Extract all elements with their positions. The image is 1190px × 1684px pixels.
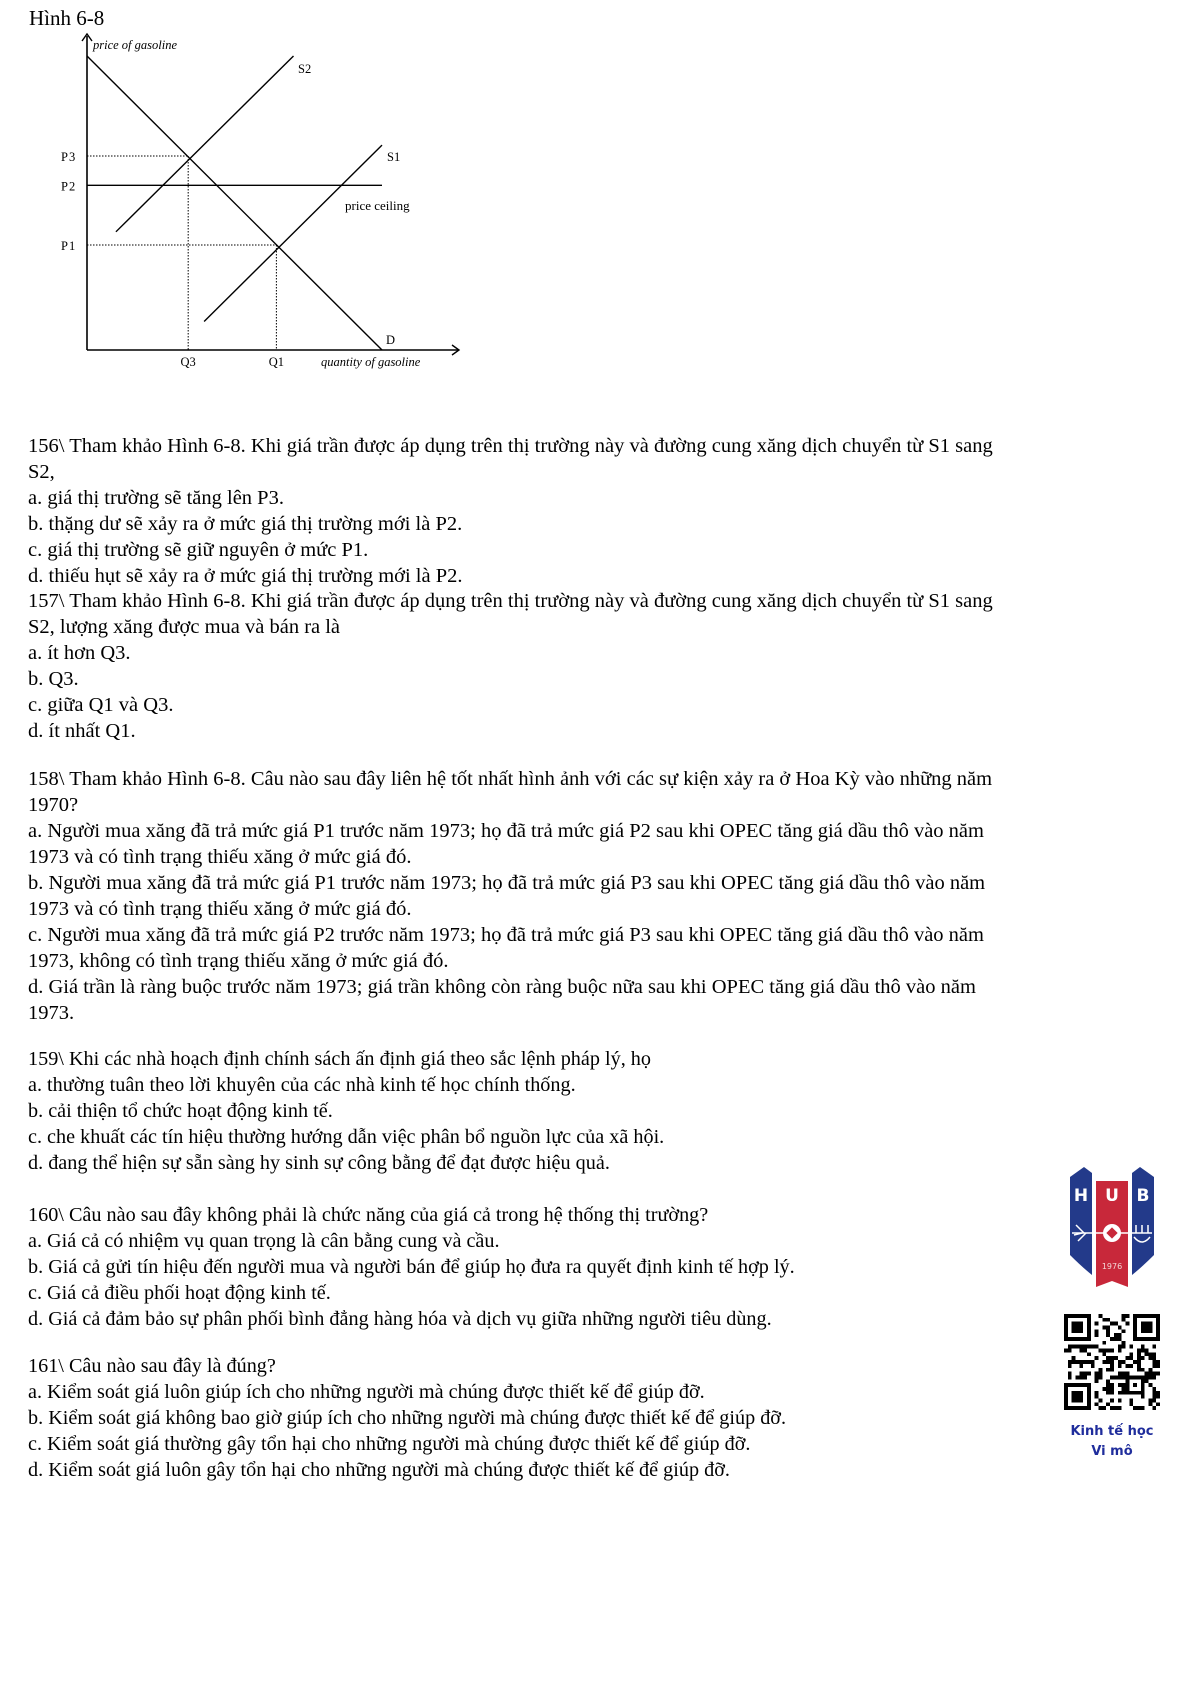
- curve-s2: [116, 56, 294, 232]
- answer-option[interactable]: a. ít hơn Q3.: [28, 642, 131, 664]
- x-tick-label-q3: Q3: [180, 355, 196, 369]
- question-stem-line: 158\ Tham khảo Hình 6-8. Câu nào sau đây liên hệ tốt nhất hình ảnh với các sự kiện xảy ra ở Hoa Kỳ vào những năm: [28, 768, 993, 790]
- answer-option[interactable]: c. che khuất các tín hiệu thường hướng dẫn việc phân bổ nguồn lực của xã hội.: [28, 1126, 665, 1148]
- y-tick-label-p2: P2: [61, 179, 77, 194]
- answer-option[interactable]: 1973 và có tình trạng thiếu xăng ở mức giá đó.: [28, 898, 412, 920]
- logo-letter-h: H: [1073, 1186, 1089, 1206]
- question-158: [28, 766, 1163, 1026]
- x-axis-label: quantity of gasoline: [321, 355, 421, 369]
- logo-left-stripe: [1070, 1167, 1092, 1275]
- answer-option[interactable]: d. Giá cả đảm bảo sự phân phối bình đẳng hàng hóa và dịch vụ giữa những người tiêu dùng.: [28, 1308, 772, 1330]
- curves: [87, 56, 382, 350]
- answer-option[interactable]: 1973 và có tình trạng thiếu xăng ở mức giá đó.: [28, 846, 412, 868]
- qr-caption-line1: Kinh tế học: [1070, 1424, 1154, 1439]
- question-stem-line: 1970?: [28, 794, 79, 816]
- answer-option[interactable]: b. Người mua xăng đã trả mức giá P1 trước năm 1973; họ đã trả mức giá P3 sau khi OPEC tăng giá dầu thô vào năm: [28, 872, 986, 894]
- answer-option[interactable]: b. Kiểm soát giá không bao giờ giúp ích cho những người mà chúng được thiết kế để giúp đỡ.: [28, 1407, 787, 1429]
- question-stem-line: S2, lượng xăng được mua và bán ra là: [28, 616, 341, 638]
- answer-option[interactable]: d. thiếu hụt sẽ xảy ra ở mức giá thị trường mới là P2.: [28, 565, 463, 587]
- curve-label-s1: S1: [387, 150, 401, 164]
- answer-option[interactable]: d. đang thể hiện sự sẵn sàng hy sinh sự công bằng để đạt được hiệu quả.: [28, 1152, 610, 1174]
- y-tick-label-p3: P3: [61, 149, 77, 164]
- supply-demand-figure: [0, 0, 470, 375]
- answer-option[interactable]: a. Giá cả có nhiệm vụ quan trọng là cân bằng cung và cầu.: [28, 1230, 500, 1252]
- axes: [82, 34, 459, 355]
- y-tick-label-p1: P1: [61, 239, 77, 254]
- question-stem-line: 161\ Câu nào sau đây là đúng?: [28, 1355, 276, 1377]
- question-156: [28, 433, 1163, 589]
- answer-option[interactable]: a. giá thị trường sẽ tăng lên P3.: [28, 487, 284, 509]
- curve-s1: [204, 145, 382, 321]
- answer-option[interactable]: 1973, không có tình trạng thiếu xăng ở mức giá đó.: [28, 950, 449, 972]
- answer-option[interactable]: d. ít nhất Q1.: [28, 720, 136, 742]
- hub-logo: [1064, 1163, 1160, 1289]
- logo-letter-u: U: [1105, 1186, 1119, 1206]
- answer-option[interactable]: a. thường tuân theo lời khuyên của các nhà kinh tế học chính thống.: [28, 1074, 576, 1096]
- curve-label-s2: S2: [298, 62, 312, 76]
- qr-caption-line2: Vi mô: [1091, 1444, 1133, 1459]
- answer-option[interactable]: d. Kiểm soát giá luôn gây tổn hại cho những người mà chúng được thiết kế để giúp đỡ.: [28, 1459, 730, 1481]
- answer-option[interactable]: b. Q3.: [28, 668, 79, 690]
- question-157: [28, 588, 1163, 744]
- question-stem-line: 159\ Khi các nhà hoạch định chính sách ấn định giá theo sắc lệnh pháp lý, họ: [28, 1048, 651, 1070]
- curve-label-d: D: [386, 333, 396, 347]
- curve-label-price-ceiling: price ceiling: [345, 198, 410, 213]
- question-stem-line: 160\ Câu nào sau đây không phải là chức năng của giá cả trong hệ thống thị trường?: [28, 1204, 709, 1226]
- answer-option[interactable]: d. Giá trần là ràng buộc trước năm 1973; giá trần không còn ràng buộc nữa sau khi OPEC tăng giá dầu thô vào năm: [28, 976, 976, 998]
- question-stem-line: S2,: [28, 461, 55, 483]
- question-stem-line: 157\ Tham khảo Hình 6-8. Khi giá trần được áp dụng trên thị trường này và đường cung xăng dịch chuyển từ S1 sang: [28, 590, 993, 612]
- labels: [61, 38, 421, 369]
- answer-option[interactable]: c. Người mua xăng đã trả mức giá P2 trước năm 1973; họ đã trả mức giá P3 sau khi OPEC tăng giá dầu thô vào năm: [28, 924, 984, 946]
- answer-option[interactable]: c. giá thị trường sẽ giữ nguyên ở mức P1.: [28, 539, 369, 561]
- question-161: [28, 1353, 1163, 1483]
- y-axis-label: price of gasoline: [93, 38, 178, 52]
- x-tick-label-q1: Q1: [268, 355, 285, 369]
- logo-letter-b: B: [1136, 1186, 1150, 1206]
- answer-option[interactable]: b. cải thiện tổ chức hoạt động kinh tế.: [28, 1100, 333, 1122]
- answer-option[interactable]: a. Người mua xăng đã trả mức giá P1 trước năm 1973; họ đã trả mức giá P2 sau khi OPEC tăng giá dầu thô vào năm: [28, 820, 984, 842]
- question-159: [28, 1046, 1163, 1176]
- question-160: [28, 1202, 1163, 1332]
- logo-year: 1976: [1101, 1262, 1123, 1271]
- answer-option[interactable]: b. Giá cả gửi tín hiệu đến người mua và người bán để giúp họ đưa ra quyết định kinh tế hợp lý.: [28, 1256, 795, 1278]
- qr-code[interactable]: [1064, 1314, 1160, 1410]
- curve-d: [87, 56, 382, 350]
- answer-option[interactable]: c. Giá cả điều phối hoạt động kinh tế.: [28, 1282, 331, 1304]
- figure-title: Hình 6-8: [29, 6, 105, 30]
- logo-right-stripe: [1132, 1167, 1154, 1275]
- answer-option[interactable]: b. thặng dư sẽ xảy ra ở mức giá thị trường mới là P2.: [28, 513, 463, 535]
- answer-option[interactable]: c. Kiểm soát giá thường gây tổn hại cho những người mà chúng được thiết kế để giúp đỡ.: [28, 1433, 751, 1455]
- answer-option[interactable]: 1973.: [28, 1002, 75, 1024]
- answer-option[interactable]: c. giữa Q1 và Q3.: [28, 694, 174, 716]
- question-stem-line: 156\ Tham khảo Hình 6-8. Khi giá trần được áp dụng trên thị trường này và đường cung xăng dịch chuyển từ S1 sang: [28, 435, 993, 457]
- answer-option[interactable]: a. Kiểm soát giá luôn giúp ích cho những người mà chúng được thiết kế để giúp đỡ.: [28, 1381, 705, 1403]
